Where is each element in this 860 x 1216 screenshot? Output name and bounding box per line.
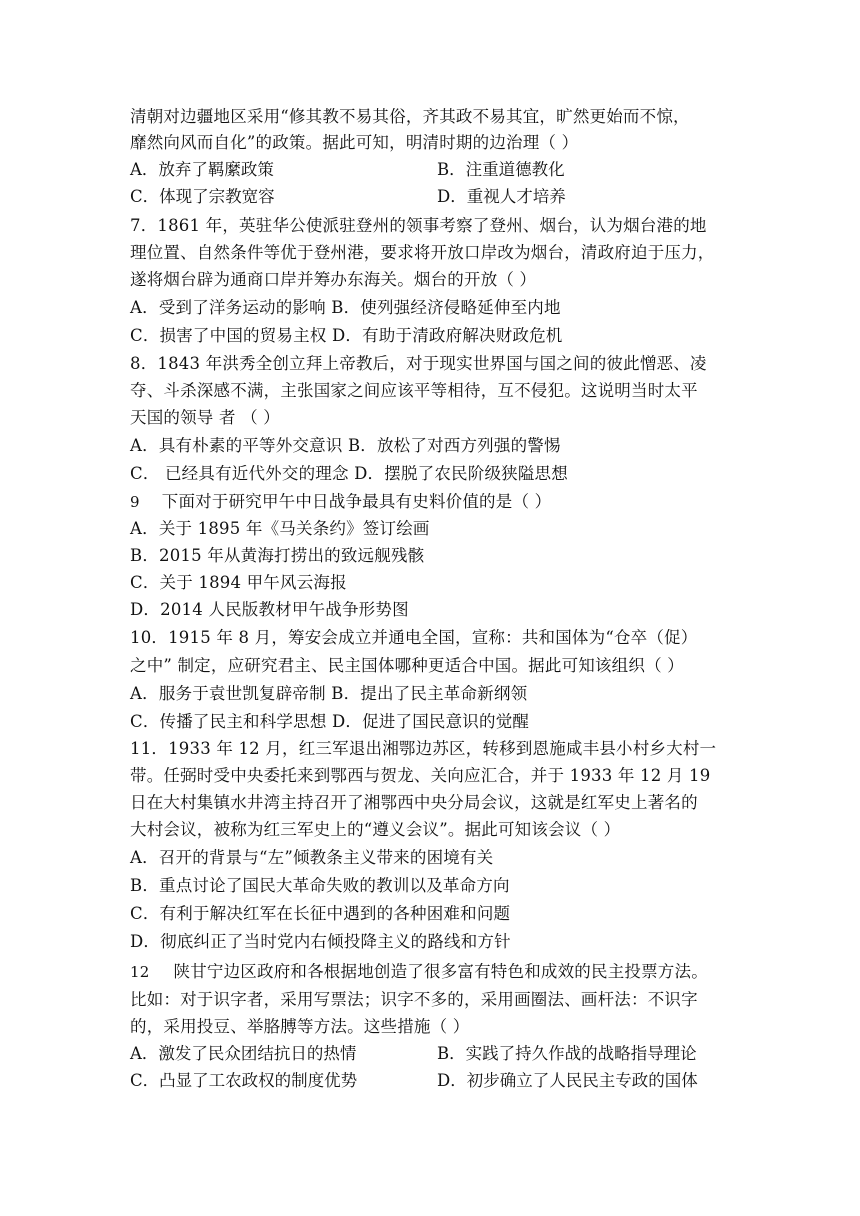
q12-stem-line-2: 比如：对于识字者，采用写票法；识字不多的，采用画圈法、画杆法：不识字 bbox=[130, 990, 698, 1009]
q11-stem-line-3: 日在大村集镇水井湾主持召开了湘鄂西中央分局会议，这就是红军史上著名的 bbox=[130, 793, 698, 812]
q10-stem-line-1: 10．1915 年 8 月，筹安会成立并通电全国，宣称：共和国体为“仓卒（促） bbox=[130, 628, 698, 647]
q11-option-c: C．有利于解决红军在长征中遇到的各种困难和问题 bbox=[130, 904, 511, 923]
q12-option-c: C．凸显了工农政权的制度优势 bbox=[130, 1071, 358, 1090]
q11-option-a: A．召开的背景与“左”倾教条主义带来的困境有关 bbox=[130, 848, 494, 867]
q12-stem-line-3: 的，采用投豆、举胳膊等方法。这些措施（ ） bbox=[130, 1017, 470, 1036]
q7-options-line-1: A．受到了洋务运动的影响 B．使列强经济侵略延伸至内地 bbox=[130, 298, 561, 317]
q9-number: 9 bbox=[130, 493, 140, 511]
q9-option-b: B．2015 年从黄海打捞出的致远舰残骸 bbox=[130, 546, 425, 565]
q11-option-b: B．重点讨论了国民大革命失败的教训以及革命方向 bbox=[130, 876, 510, 895]
q9-stem-row bbox=[130, 489, 551, 515]
q11-stem-line-1: 11．1933 年 12 月，红三军退出湘鄂边苏区，转移到恩施咸丰县小村乡大村一 bbox=[130, 739, 717, 758]
q12-option-a: A．激发了民众团结抗日的热情 bbox=[130, 1044, 357, 1063]
q12-option-b: B．实践了持久作战的战略指导理论 bbox=[437, 1044, 697, 1063]
q6-option-a: A．放弃了羁縻政策 bbox=[130, 160, 274, 179]
q12-number: 12 bbox=[130, 963, 150, 981]
q10-options-line-2: C．传播了民主和科学思想 D．促进了国民意识的觉醒 bbox=[130, 712, 530, 731]
q8-options-line-1: A．具有朴素的平等外交意识 B．放松了对西方列强的警惕 bbox=[130, 436, 561, 455]
q10-options-line-1: A．服务于袁世凯复辟帝制 B．提出了民主革命新纲领 bbox=[130, 684, 528, 703]
q9-stem: 下面对于研究甲午中日战争最具有史料价值的是（ ） bbox=[161, 492, 552, 511]
q11-option-d: D．彻底纠正了当时党内右倾投降主义的路线和方针 bbox=[130, 932, 511, 951]
q7-stem-line-1: 7．1861 年，英驻华公使派驻登州的领事考察了登州、烟台，认为烟台港的地 bbox=[130, 216, 707, 235]
q8-stem-line-1: 8．1843 年洪秀全创立拜上帝教后，对于现实世界国与国之间的彼此憎恶、凌 bbox=[130, 354, 707, 373]
q9-option-a: A．关于 1895 年《马关条约》签订绘画 bbox=[130, 519, 430, 538]
q11-stem-line-2: 带。任弼时受中央委托来到鄂西与贺龙、关向应汇合，并于 1933 年 12 月 19 bbox=[130, 766, 711, 785]
q9-option-d: D．2014 人民版教材甲午战争形势图 bbox=[130, 600, 409, 619]
q11-stem-line-4: 大村会议，被称为红三军史上的“遵义会议”。据此可知该会议（ ） bbox=[130, 820, 621, 839]
q7-options-line-2: C．损害了中国的贸易主权 D．有助于清政府解决财政危机 bbox=[130, 326, 563, 345]
q6-stem-line-2: 靡然向风而自化”的政策。据此可知，明清时期的边治理（ ） bbox=[130, 133, 579, 152]
q12-option-d: D．初步确立了人民民主专政的国体 bbox=[437, 1071, 698, 1090]
q8-stem-line-2: 夺、斗杀深感不满，主张国家之间应该平等相待，互不侵犯。这说明当时太平 bbox=[130, 381, 698, 400]
q12-stem-line-1: 陕甘宁边区政府和各根据地创造了很多富有特色和成效的民主投票方法。 bbox=[173, 962, 708, 981]
q8-stem-line-3: 天国的领导 者 （ ） bbox=[130, 408, 280, 427]
q6-stem-line-1: 清朝对边疆地区采用“修其教不易其俗，齐其政不易其宜，旷然更始而不惊， bbox=[130, 107, 690, 126]
q6-option-d: D．重视人才培养 bbox=[437, 187, 566, 206]
q7-stem-line-2: 理位置、自然条件等优于登州港，要求将开放口岸改为烟台，清政府迫于压力， bbox=[130, 243, 715, 262]
q8-options-line-2: C． 已经具有近代外交的理念 D．摆脱了农民阶级狭隘思想 bbox=[130, 464, 568, 483]
q9-option-c: C．关于 1894 甲午风云海报 bbox=[130, 573, 347, 592]
q12-stem-row bbox=[130, 959, 708, 985]
q10-stem-line-2: 之中” 制定，应研究君主、民主国体哪种更适合中国。据此可知该组织（ ） bbox=[130, 656, 684, 675]
q6-option-c: C．体现了宗教宽容 bbox=[130, 187, 275, 206]
q6-option-b: B．注重道德教化 bbox=[437, 160, 565, 179]
q7-stem-line-3: 遂将烟台辟为通商口岸并筹办东海关。烟台的开放（ ） bbox=[130, 270, 537, 289]
